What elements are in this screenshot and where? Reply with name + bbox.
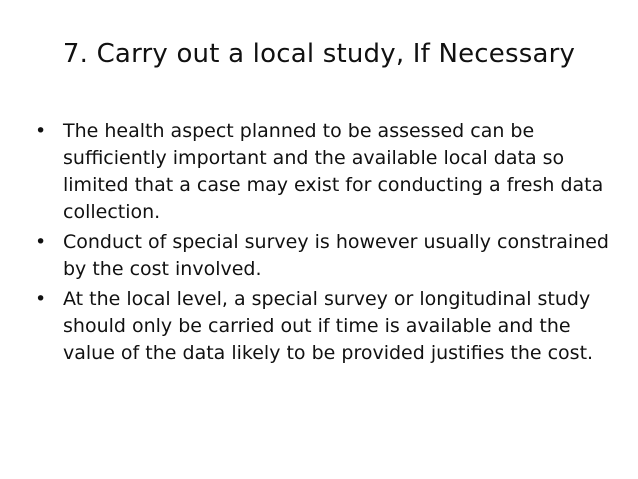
bullet-item xyxy=(35,286,615,367)
bullet-text: At the local level, a special survey or longitudinal study should only be carried out if time is available and the value of the data likely to be provided justifies the cost. xyxy=(63,288,594,364)
bullet-text: The health aspect planned to be assessed can be sufficiently important and the available local data so limited that a case may exist for conducting a fresh data collection. xyxy=(63,120,604,223)
bullet-list xyxy=(35,118,615,367)
bullet-icon: • xyxy=(35,288,47,310)
slide-title: 7. Carry out a local study, If Necessary xyxy=(62,39,576,69)
bullet-text: Conduct of special survey is however usually constrained by the cost involved. xyxy=(63,231,609,280)
bullet-icon: • xyxy=(35,231,47,253)
bullet-item xyxy=(35,229,615,283)
bullet-item xyxy=(35,118,615,226)
bullet-icon: • xyxy=(35,120,47,142)
